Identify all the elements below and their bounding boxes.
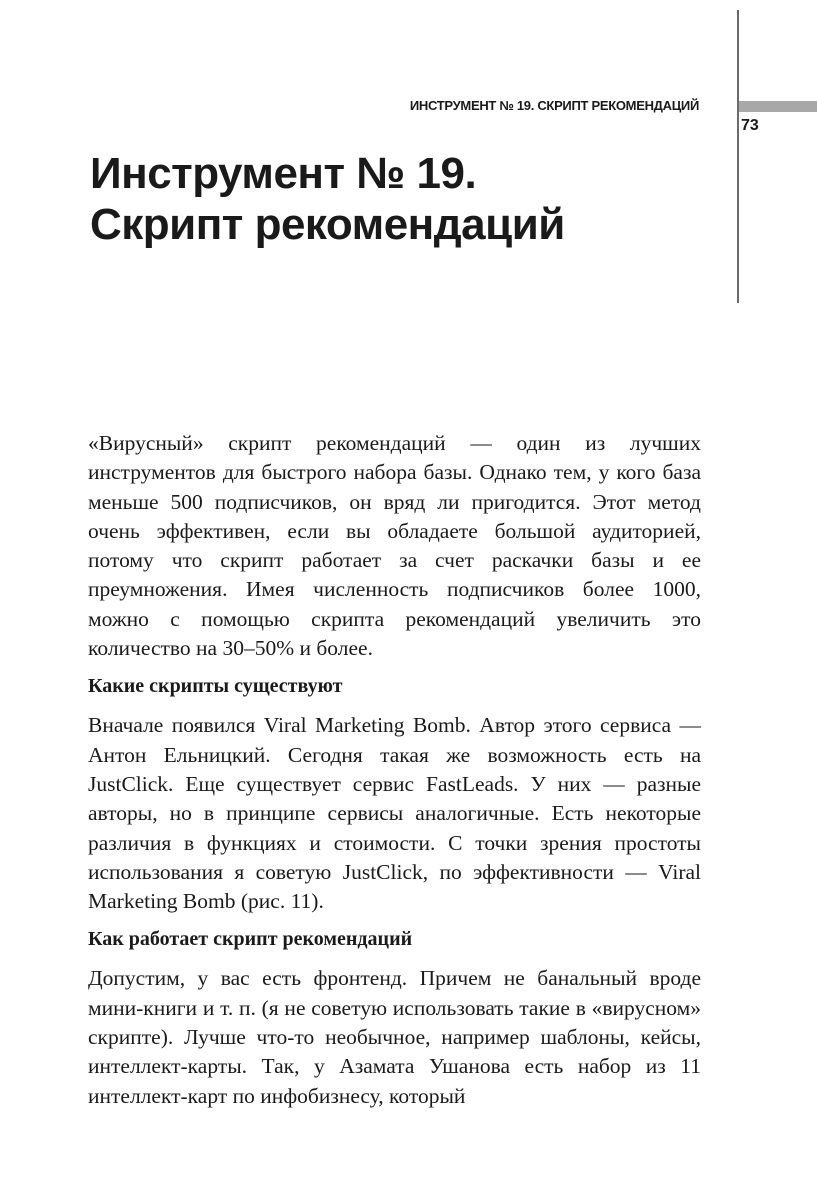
- chapter-title-line-1: Инструмент № 19.: [90, 149, 477, 198]
- paragraph-services: Вначале появился Viral Marketing Bomb. Автор этого сервиса — Антон Ельницкий. Сегодня такая же возможность есть на JustClick. Еще существует сервис FastLeads. У них — разные авторы, но в принципе сервисы аналогичные. Есть некоторые различия в функциях и стоимости. С точки зрения простоты использования я советую JustClick, по эффективности — Viral Marketing Bomb (рис. 11).: [88, 713, 701, 914]
- paragraph-example: Допустим, у вас есть фронтенд. Причем не банальный вроде мини-книги и т. п. (я не советую использовать такие в «вирусном» скрипте). Лучше что-то необычное, например шаблоны, кейсы, интеллект-карты. Так, у Азамата Ушанова есть набор из 11 интеллект-карт по инфобизнесу, который: [88, 966, 701, 1108]
- subheading-how-it-works: Как работает скрипт рекомендаций: [88, 928, 413, 951]
- running-head: ИНСТРУМЕНТ № 19. СКРИПТ РЕКОМЕНДАЦИЙ: [409, 98, 699, 113]
- margin-rule: [737, 10, 739, 303]
- chapter-title: [90, 148, 710, 250]
- paragraph-intro: «Вирусный» скрипт рекомендаций — один из лучших инструментов для быстрого набора базы. Однако тем, у кого база меньше 500 подписчиков, он вряд ли пригодится. Этот метод очень эффективен, если вы обладаете большой аудиторией, потому что скрипт работает за счет раскачки базы и ее преумножения. Имея численность подписчиков более 1000, можно с помощью скрипта рекомендаций увеличить это количество на 30–50% и более.: [88, 431, 701, 661]
- chapter-title-line-2: Скрипт рекомендаций: [90, 200, 565, 249]
- page-number: 73: [741, 117, 759, 134]
- body-text: [88, 429, 701, 1111]
- subheading-which-scripts: Какие скрипты существуют: [88, 675, 343, 698]
- chapter-tab-marker: [739, 101, 817, 112]
